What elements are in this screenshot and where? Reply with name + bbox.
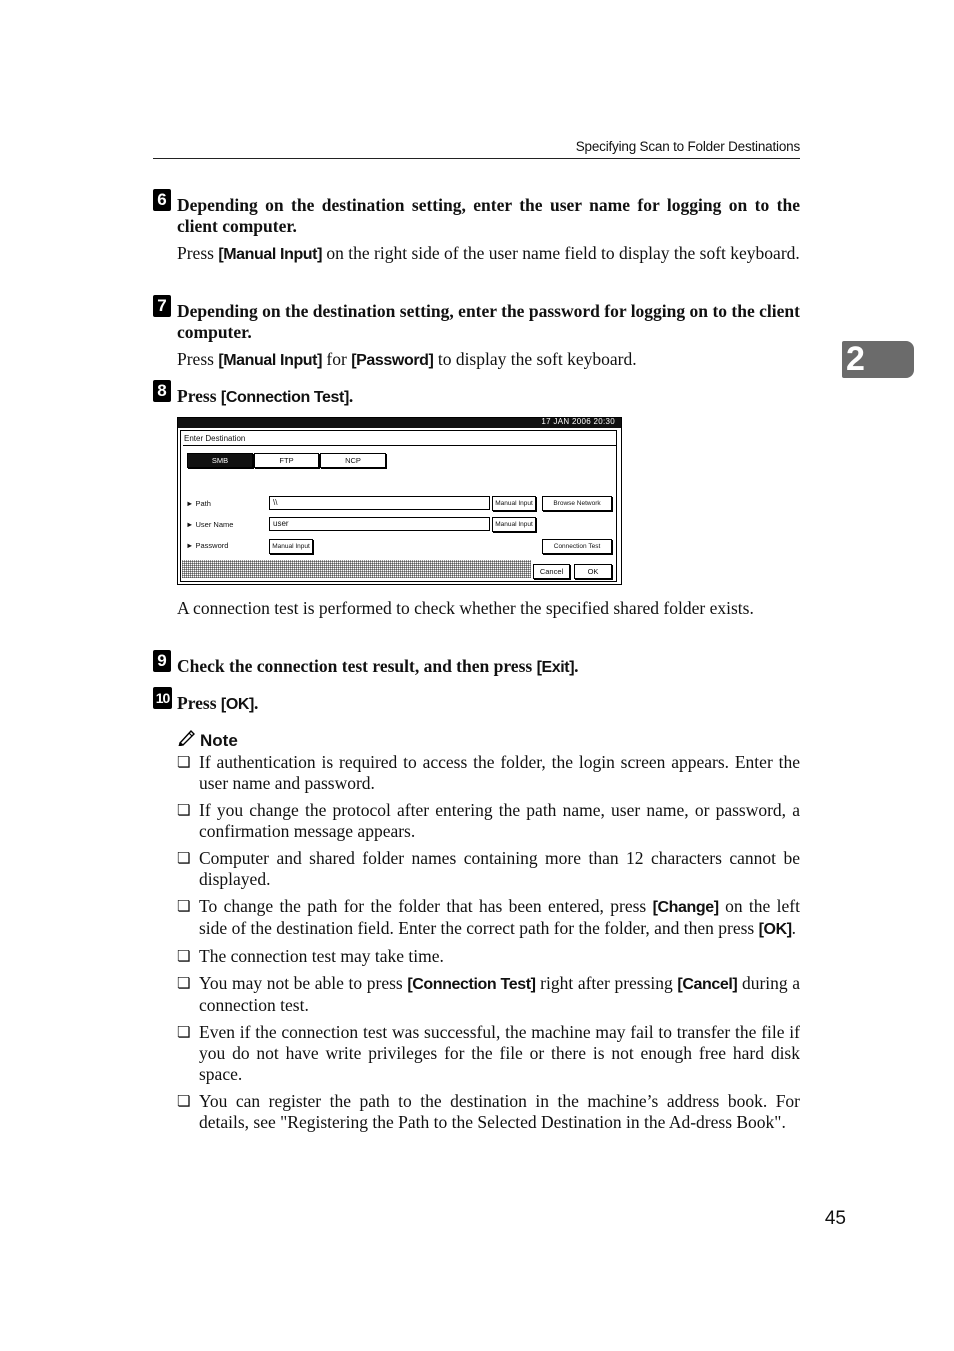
list-item: ❏ To change the path for the folder that has been entered, press [Change] on the left side of the destination field. Enter the correct path for the folder, and then press [OK]. [177,896,800,938]
step-9-heading: Check the connection test result, and then press [Exit]. [177,656,579,676]
checkbox-bullet-icon: ❏ [177,1092,191,1110]
cancel-key: [Cancel] [677,976,738,993]
page-number: 45 [824,1208,846,1229]
step-number-7: 7 [153,295,171,317]
checkbox-bullet-icon: ❏ [177,974,191,992]
list-item: ❏ Even if the connection test was successful, the machine may fail to transfer the file if you do not have write privileges for the file or there is not enough free hard disk space. [177,1022,800,1084]
connection-test-key: [Connection Test] [220,389,349,406]
step-number-9: 9 [153,650,171,672]
user-name-label: ► User Name [186,520,234,529]
password-label: ► Password [186,541,229,550]
step-number-8: 8 [153,380,171,402]
checkbox-bullet-icon: ❏ [177,849,191,867]
checkbox-bullet-icon: ❏ [177,1023,191,1041]
ok-key: [OK] [220,696,254,713]
ok-key: [OK] [758,921,792,938]
pencil-icon [177,728,197,746]
step-6-heading: Depending on the destination setting, enter the user name for logging on to the client computer. [177,195,800,236]
list-item: ❏ If authentication is required to access the folder, the login screen appears. Enter the user name and password. [177,752,800,793]
list-item: ❏ You can register the path to the destination in the machine’s address book. For details, see "Registering the Path to the Selected Destination in the Ad-dress Book". [177,1091,800,1132]
checkbox-bullet-icon: ❏ [177,897,191,915]
note-list [177,752,800,1139]
screen-datetime: 17 JAN 2006 20:30 [541,417,615,426]
list-item: ❏ The connection test may take time. [177,946,444,966]
tab-ncp[interactable]: NCP [320,453,386,468]
path-manual-input-button[interactable]: Manual Input [492,496,536,511]
password-key: [Password] [351,352,434,369]
step-10-heading: Press [OK]. [177,693,259,713]
connection-test-key: [Connection Test] [407,976,536,993]
chapter-tab [842,341,914,378]
tab-ftp[interactable]: FTP [254,453,319,468]
list-item: ❏ You may not be able to press [Connection Test] right after pressing [Cancel] during a connection test. [177,973,800,1015]
step-number-10: 10 [153,687,172,709]
list-item: ❏ Computer and shared folder names containing more than 12 characters cannot be displayed. [177,848,800,889]
manual-input-key: [Manual Input] [218,246,323,263]
cancel-button[interactable]: Cancel [533,564,570,579]
step-7-body: Press [Manual Input] for [Password] to display the soft keyboard. [177,349,637,369]
screen-status-bar [178,418,621,428]
ok-button[interactable]: OK [574,564,612,579]
screen-title: Enter Destination [184,434,246,443]
user-name-input[interactable]: user [269,517,490,531]
header-rule [153,158,800,159]
chapter-number: 2 [846,340,865,378]
screen-title-rule [183,445,616,446]
browse-network-button[interactable]: Browse Network [542,496,612,511]
password-manual-input-button[interactable]: Manual Input [269,539,313,554]
step-6-body: Press [Manual Input] on the right side of the user name field to display the soft keyboard. [177,243,800,263]
step-8-heading: Press [Connection Test]. [177,386,354,406]
path-input[interactable]: \\ [269,496,490,510]
screen-bottom-pattern [182,560,531,578]
checkbox-bullet-icon: ❏ [177,753,191,771]
manual-input-key: [Manual Input] [218,352,323,369]
connection-test-description: A connection test is performed to check whether the specified shared folder exists. [177,598,754,618]
list-item: ❏ If you change the protocol after entering the path name, user name, or password, a confirmation message appears. [177,800,800,841]
change-key: [Change] [652,899,719,916]
connection-test-button[interactable]: Connection Test [542,539,612,554]
enter-destination-screen [177,417,622,585]
running-header: Specifying Scan to Folder Destinations [575,139,800,154]
checkbox-bullet-icon: ❏ [177,947,191,965]
step-7-heading: Depending on the destination setting, enter the password for logging on to the client computer. [177,301,800,342]
exit-key: [Exit] [536,659,575,676]
path-label: ► Path [186,499,211,508]
step-number-6: 6 [153,189,171,211]
user-name-manual-input-button[interactable]: Manual Input [492,517,536,532]
checkbox-bullet-icon: ❏ [177,801,191,819]
tab-smb[interactable]: SMB [187,453,253,468]
